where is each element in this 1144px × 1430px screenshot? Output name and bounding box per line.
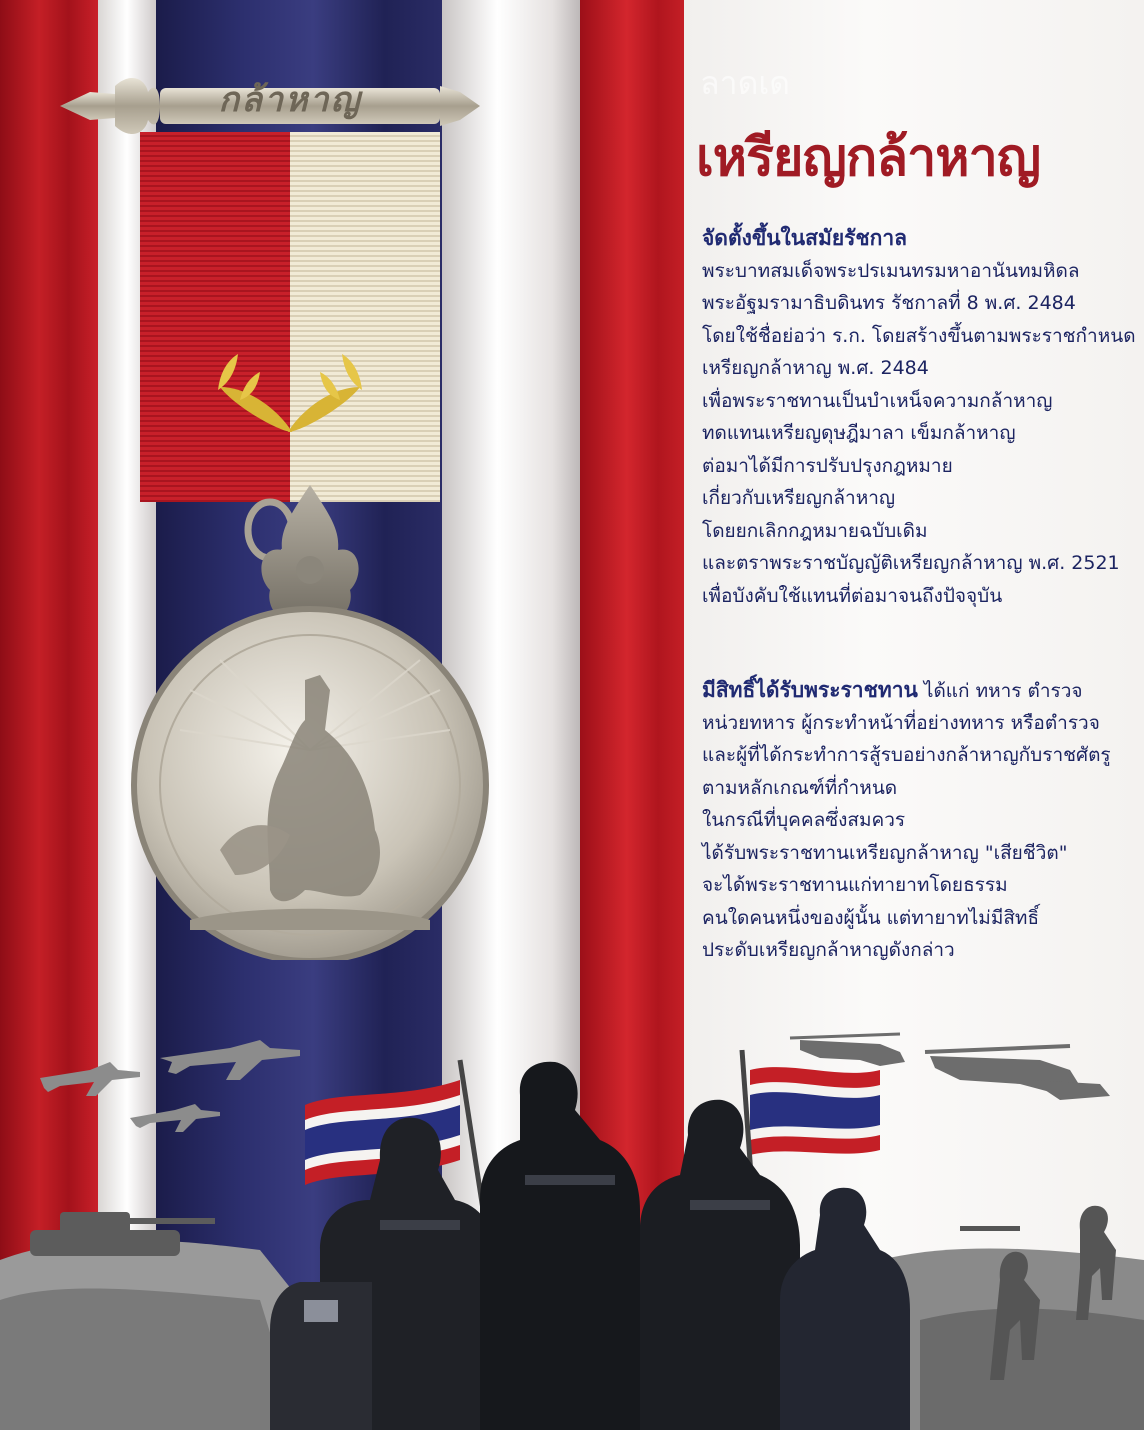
eligibility-line: จะได้พระราชทานแก่ทายาทโดยธรรม xyxy=(702,874,1008,896)
history-line: โดยยกเลิกกฎหมายฉบับเดิม xyxy=(702,519,928,542)
page-title: เหรียญกล้าหาญ xyxy=(696,127,1041,188)
eligibility-line: ในกรณีที่บุคคลซึ่งสมควร xyxy=(702,809,906,831)
history-line: เหรียญกล้าหาญ พ.ศ. 2484 xyxy=(702,357,929,379)
medal-bar-inscription: กล้าหาญ xyxy=(218,80,362,120)
eligibility-first-line xyxy=(702,674,1142,707)
history-line: และตราพระราชบัญญัติเหรียญกล้าหาญ พ.ศ. 2521 xyxy=(702,552,1120,574)
eligibility-line: คนใดคนหนึ่งของผู้นั้น แต่ทายาทไม่มีสิทธิ์ xyxy=(702,906,1040,929)
history-paragraph xyxy=(702,222,1142,612)
bravery-medal-image xyxy=(0,0,684,960)
eligibility-line: และผู้ที่ได้กระทำการสู้รบอย่างกล้าหาญกับราชศัตรู xyxy=(702,744,1111,766)
eligibility-paragraph xyxy=(702,674,1142,967)
fighter-jet-icon xyxy=(40,1040,300,1132)
eligibility-line: ได้รับพระราชทานเหรียญกล้าหาญ "เสียชีวิต" xyxy=(702,841,1068,864)
ghost-watermark-text: ลาดเด xyxy=(700,64,791,102)
history-line: ต่อมาได้มีการปรับปรุงกฎหมาย xyxy=(702,454,953,477)
history-line: เพื่อพระราชทานเป็นบำเหน็จความกล้าหาญ xyxy=(702,389,1053,412)
history-line: พระอัฐมรามาธิบดินทร รัชกาลที่ 8 พ.ศ. 2484 xyxy=(702,292,1076,314)
history-line: พระบาทสมเด็จพระปรเมนทรมหาอานันทมหิดล xyxy=(702,259,1080,282)
history-line: โดยใช้ชื่อย่อว่า ร.ก. โดยสร้างขึ้นตามพระราชกำหนด xyxy=(702,324,1136,347)
history-line: ทดแทนเหรียญดุษฎีมาลา เข็มกล้าหาญ xyxy=(702,422,1016,444)
history-line: เพื่อบังคับใช้แทนที่ต่อมาจนถึงปัจจุบัน xyxy=(702,584,1003,607)
history-lead: จัดตั้งขึ้นในสมัยรัชกาล xyxy=(702,226,908,250)
eligibility-line: ตามหลักเกณฑ์ที่กำหนด xyxy=(702,776,898,799)
medal-disc-icon xyxy=(120,330,500,960)
eligibility-line: ประดับเหรียญกล้าหาญดังกล่าว xyxy=(702,939,955,961)
eligibility-lead: มีสิทธิ์ได้รับพระราชทาน xyxy=(702,678,918,702)
eligibility-lead-rest: ได้แก่ ทหาร ตำรวจ xyxy=(917,680,1083,702)
history-line: เกี่ยวกับเหรียญกล้าหาญ xyxy=(702,487,896,509)
eligibility-line: หน่วยทหาร ผู้กระทำหน้าที่อย่างทหาร หรือตำรวจ xyxy=(702,711,1100,734)
military-scene xyxy=(0,1000,1144,1430)
